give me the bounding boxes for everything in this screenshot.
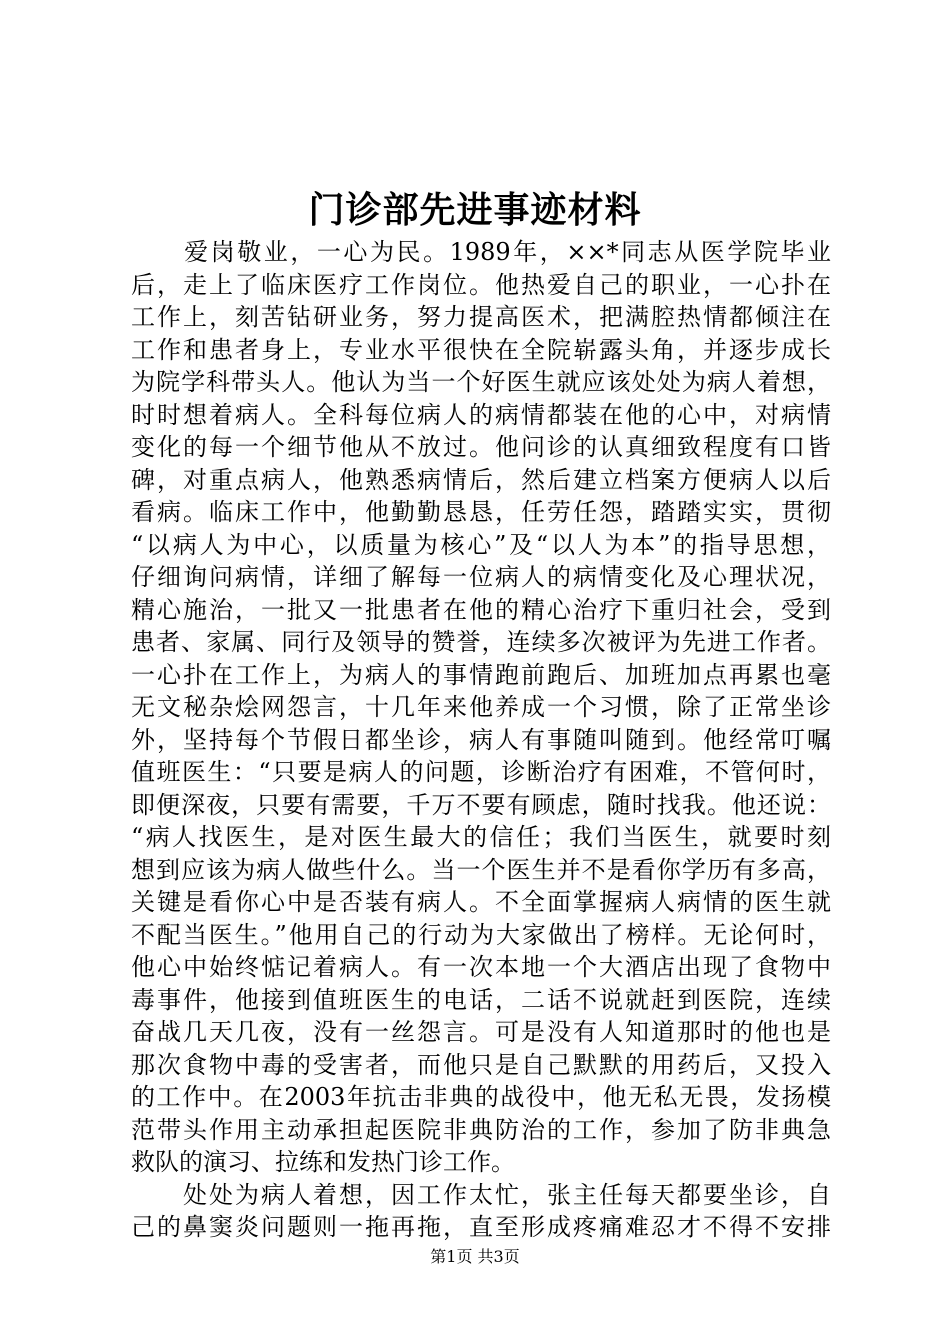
text-line: 己的鼻窦炎问题则一拖再拖，直至形成疼痛难忍才不得不安排 — [131, 1213, 831, 1241]
text-line: 关键是看你心中是否装有病人。不全面掌握病人病情的医生就 — [131, 888, 831, 916]
text-line: 毒事件，他接到值班医生的电话，二话不说就赶到医院，连续 — [131, 985, 831, 1014]
text-line: 为院学科带头人。他认为当一个好医生就应该处处为病人着想， — [131, 368, 831, 396]
text-line: “以病人为中心，以质量为核心”及“以人为本”的指导思想， — [131, 530, 831, 559]
text-line: 无文秘杂烩网怨言，十几年来他养成一个习惯，除了正常坐诊 — [131, 693, 831, 721]
text-line: 即便深夜，只要有需要，千万不要有顾虑，随时找我。他还说： — [131, 790, 831, 819]
text-line: 救队的演习、拉练和发热门诊工作。 — [131, 1148, 515, 1176]
text-line: 工作和患者身上，专业水平很快在全院崭露头角，并逐步成长 — [131, 335, 831, 364]
text-line: 爱岗敬业，一心为民。1989年，××*同志从医学院毕业 — [131, 238, 831, 266]
text-line: 他心中始终惦记着病人。有一次本地一个大酒店出现了食物中 — [131, 953, 831, 981]
text-line: 奋战几天几夜，没有一丝怨言。可是没有人知道那时的他也是 — [131, 1018, 831, 1046]
text-line: 的工作中。在2003年抗击非典的战役中，他无私无畏，发扬模 — [131, 1083, 831, 1111]
text-line: 范带头作用主动承担起医院非典防治的工作，参加了防非典急 — [131, 1115, 831, 1144]
text-line: 工作上，刻苦钻研业务，努力提高医术，把满腔热情都倾注在 — [131, 303, 831, 331]
page-footer: 第1页 共3页 — [430, 1247, 520, 1266]
text-line: 值班医生：“只要是病人的问题，诊断治疗有困难，不管何时， — [131, 758, 831, 786]
text-line: “病人找医生，是对医生最大的信任；我们当医生，就要时刻 — [131, 823, 831, 851]
text-line: 处处为病人着想，因工作太忙，张主任每天都要坐诊，自 — [131, 1180, 831, 1209]
text-line: 碑，对重点病人，他熟悉病情后，然后建立档案方便病人以后 — [131, 465, 831, 494]
text-line: 仔细询问病情，详细了解每一位病人的病情变化及心理状况， — [131, 563, 831, 591]
text-line: 一心扑在工作上，为病人的事情跑前跑后、加班加点再累也毫 — [131, 660, 831, 689]
text-line: 变化的每一个细节他从不放过。他问诊的认真细致程度有口皆 — [131, 433, 831, 461]
text-line: 那次食物中毒的受害者，而他只是自己默默的用药后，又投入 — [131, 1050, 831, 1079]
text-line: 想到应该为病人做些什么。当一个医生并不是看你学历有多高， — [131, 855, 831, 884]
document-body — [131, 236, 831, 1244]
text-line: 外，坚持每个节假日都坐诊，病人有事随叫随到。他经常叮嘱 — [131, 725, 831, 754]
text-line: 后，走上了临床医疗工作岗位。他热爱自己的职业，一心扑在 — [131, 270, 831, 299]
document-title: 门诊部先进事迹材料 — [308, 189, 642, 231]
text-line: 看病。临床工作中，他勤勤恳恳，任劳任怨，踏踏实实，贯彻 — [131, 498, 831, 526]
text-line: 时时想着病人。全科每位病人的病情都装在他的心中，对病情 — [131, 400, 831, 429]
text-line: 患者、家属、同行及领导的赞誉，连续多次被评为先进工作者。 — [131, 628, 831, 656]
text-line: 不配当医生。”他用自己的行动为大家做出了榜样。无论何时， — [131, 920, 831, 949]
text-line: 精心施治，一批又一批患者在他的精心治疗下重归社会，受到 — [131, 595, 831, 624]
